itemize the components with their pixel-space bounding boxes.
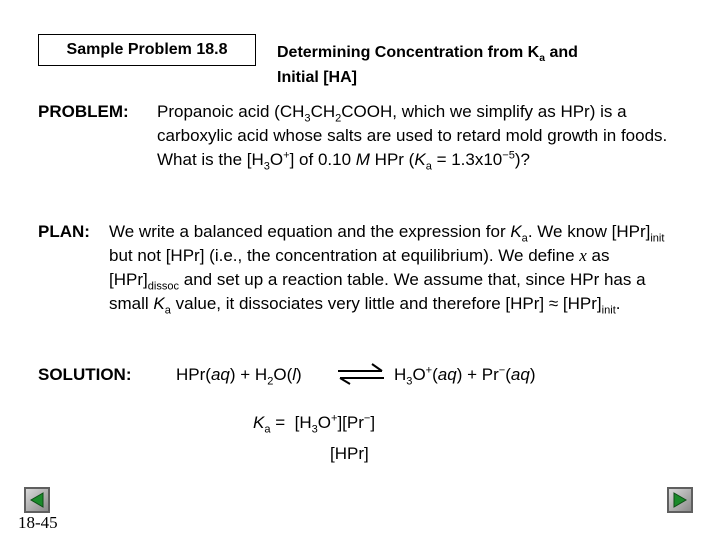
arrow-right-icon — [671, 491, 689, 509]
sample-problem-label: Sample Problem 18.8 — [38, 34, 256, 66]
plan-label: PLAN: — [38, 222, 90, 241]
previous-slide-button[interactable] — [24, 487, 50, 513]
ka-expression-numerator: $K_a = [H_3O^+][Pr^-]$ — [253, 412, 376, 436]
solution-label: SOLUTION: — [38, 365, 132, 384]
problem-label: PROBLEM: — [38, 102, 129, 121]
equation-reactants: $HPr(aq) + H_2O(l)$ — [176, 365, 302, 388]
page-number: 18-45 — [18, 513, 58, 532]
problem-text: Propanoic acid ($CH_3CH_2COOH$, which we simplify as HPr) is a carboxylic acid whose salts are used to retard mold growth in foods. What is the $[H_3O^+]$ of 0.10 M HPr $(K_a = 1.3x10^{-5})$? — [157, 102, 668, 173]
equation-products: $H_3O^+(aq) + Pr^-(aq)$ — [394, 364, 536, 388]
problem-title: Determining Concentration from $K_a$ and Initial [HA] — [277, 44, 578, 86]
plan-text: We write a balanced equation and the expression for $K_a$. We know $[HPr]_{init}$ but not [HPr] (i.e., the concentration at equilibrium). We define x as $[HPr]_{dissoc}$ and set up a reaction table. We assume that, since HPr has a small $K_a$ value, it dissociates very little and therefore $[HPr] \approx [HPr]_{init}$. — [109, 222, 665, 317]
arrow-left-icon — [28, 491, 46, 509]
ka-expression-denominator: [HPr] — [330, 444, 369, 463]
equilibrium-arrows-icon — [336, 363, 386, 385]
next-slide-button[interactable] — [667, 487, 693, 513]
